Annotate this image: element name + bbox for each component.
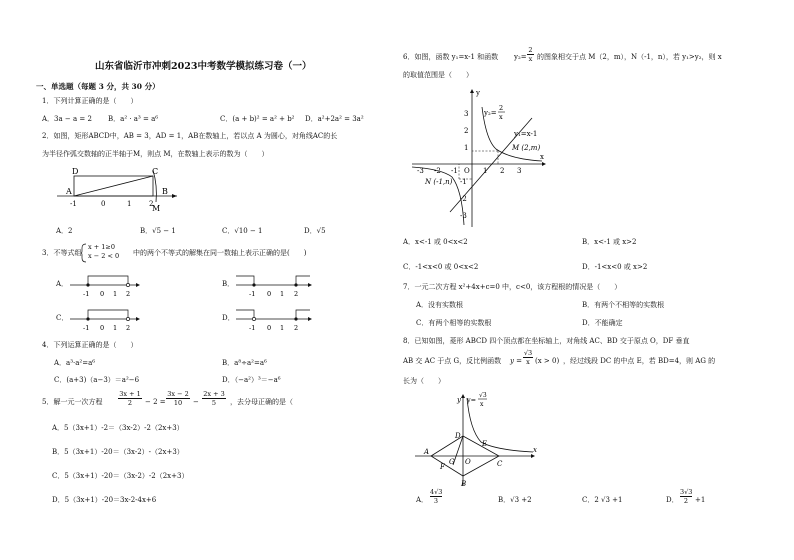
q4-option-a: A．a³·a²=a⁶	[54, 359, 96, 367]
q2-rectangle-figure	[52, 166, 182, 216]
q8-curve-label: y=	[467, 396, 477, 404]
q6-y-axis-label: y	[476, 89, 480, 97]
q6-x-tick-label: 3	[517, 167, 522, 175]
q5-option-b: B．5（3x+1）-20＝（3x-2）-（2x+3）	[52, 448, 184, 456]
q3-option-a: A．	[56, 280, 69, 288]
q6-y-tick-label: 3	[464, 110, 469, 118]
q6-x-tick-label: -1	[451, 167, 458, 175]
q3-tick-label: 2	[294, 324, 299, 332]
q5-fraction1-numerator: 3x + 1	[119, 390, 141, 398]
q3-inequality-1: x + 1≥0	[88, 243, 115, 251]
q6-fraction-numerator: 2	[528, 46, 533, 54]
q8-curve-fraction-numerator: √3	[479, 392, 487, 399]
q3-tick-label: -1	[83, 290, 90, 298]
q8-option-d-numerator: 3√3	[680, 488, 693, 496]
q6-x-tick-label: 1	[483, 167, 488, 175]
q8-domain-condition: (x > 0)	[535, 357, 560, 365]
q3-brace	[81, 243, 87, 263]
q5-stem-suffix: ，去分母正确的是（	[230, 398, 293, 406]
q6-curve-fraction-denominator: x	[499, 113, 503, 121]
q8-option-d-denominator: 2	[683, 497, 689, 505]
q7-option-b: B．有两个不相等的实数根	[582, 301, 665, 309]
q5-stem-prefix: 5．解一元一次方程	[42, 398, 103, 406]
q3-number: 3．不等式组	[42, 249, 82, 257]
q6-stem-line1a: 6．如图，函数 y₁=x-1 和函数	[403, 53, 499, 61]
q5-option-d: D．5（3x+1）-20＝3x-2-4x+6	[52, 496, 157, 504]
q8-y-axis-label: y	[457, 396, 461, 404]
q6-stem-line2: 的取值范围是（ ）	[403, 71, 473, 79]
q2-option-c: C．√10 − 1	[222, 227, 263, 235]
q1-option-b: B．a² · a³ = a⁶	[108, 115, 159, 123]
q2-tick-label: -1	[70, 200, 77, 208]
q5-option-c: C．5（3x+1）-20＝（3x-2）-2（2x+3）	[52, 472, 189, 480]
q6-x-tick-label: 2	[500, 167, 505, 175]
q8-option-a-denominator: 3	[433, 497, 439, 505]
q6-point-n-label: N (-1,n)	[425, 178, 453, 186]
q8-vertex-a: A	[424, 448, 430, 456]
q2-label-a: A	[66, 187, 72, 196]
q4-option-b: B．a⁸÷a²=a⁶	[222, 359, 267, 367]
q1-option-a: A．3a − a = 2	[42, 115, 92, 123]
q3-tick-label: 1	[113, 324, 118, 332]
q8-vertex-d: D	[455, 432, 461, 440]
q1-option-d: D．a²+2a² = 3a²	[305, 115, 364, 123]
q3-tick-label: 1	[113, 290, 118, 298]
q6-option-b: B．x<-1 或 x>2	[582, 238, 637, 246]
q8-rhombus-graph	[415, 390, 540, 488]
q8-fraction-numerator: √3	[523, 349, 533, 357]
q5-fraction2-denominator: 10	[173, 399, 183, 407]
q8-point-g: G	[449, 458, 455, 466]
section-heading: 一、单选题（每题 3 分，共 30 分）	[36, 82, 160, 91]
q2-option-b: B．√5 − 1	[140, 227, 176, 235]
q4-stem: 4．下列运算正确的是（ ）	[42, 341, 138, 349]
q3-tick-label: 0	[267, 324, 272, 332]
q8-option-a-label: A．	[416, 496, 429, 504]
q8-option-c: C．2 √3 +1	[582, 496, 623, 504]
q7-option-c: C．有两个相等的实数根	[416, 319, 492, 327]
q6-point-m-label: M (2,m)	[512, 144, 541, 152]
q5-fraction1-denominator: 2	[127, 399, 133, 407]
q2-label-m: M	[152, 204, 161, 213]
q3-tick-label: 1	[280, 290, 285, 298]
q6-y-tick-label: -2	[460, 195, 467, 203]
q3-tick-label: 1	[280, 324, 285, 332]
q8-origin: O	[465, 458, 471, 466]
q2-tick-label: 1	[127, 200, 132, 208]
q2-stem-line2: 为半径作弧交数轴的正半轴于M，则点 M，在数轴上表示的数为（ ）	[42, 150, 269, 158]
q5-fraction3-numerator: 2x + 3	[203, 390, 225, 398]
q6-x-tick-label: -3	[417, 167, 424, 175]
q3-number-line-b	[236, 270, 314, 300]
q8-option-b: B．√3 +2	[498, 496, 532, 504]
q2-tick-label: 0	[101, 200, 106, 208]
q6-curve-fraction-numerator: 2	[499, 104, 504, 112]
q5-fraction2-numerator: 3x − 2	[167, 390, 189, 398]
q3-tick-label: -1	[83, 324, 90, 332]
q6-function-label: y₂=	[514, 53, 527, 61]
q6-option-d: D．-1<x<0 或 x>2	[582, 263, 648, 271]
q3-option-b: B．	[222, 280, 235, 288]
q8-stem-line2: AB 交 AC 于点 G，反比例函数	[403, 357, 502, 365]
q7-option-d: D．不能确定	[582, 319, 623, 327]
q7-stem: 7．一元二次方程 x²+4x+c=0 中，c<0，该方程根的情况是（ ）	[403, 283, 622, 291]
q8-x-axis-label: x	[533, 446, 537, 454]
q8-stem-line2b: ，经过线段 DC 的中点 E，若 BD=4，则 AG 的	[563, 357, 716, 365]
q2-label-b: B	[162, 187, 168, 196]
q1-option-c: C．(a + b)² = a² + b²	[220, 115, 295, 123]
q3-tick-label: 2	[294, 290, 299, 298]
q8-option-a-numerator: 4√3	[430, 488, 443, 496]
q2-option-d: D．√5	[304, 227, 326, 235]
q6-origin-label: O	[464, 167, 470, 175]
q1-stem: 1．下列计算正确的是（ ）	[42, 97, 138, 105]
q3-tick-label: 2	[126, 290, 131, 298]
q2-option-a: A．2	[56, 227, 73, 235]
q6-option-a: A．x<-1 或 0<x<2	[403, 238, 468, 246]
q6-function-graph	[412, 85, 552, 230]
q8-option-d-suffix: +1	[695, 496, 706, 504]
q3-option-d: D．	[222, 314, 235, 322]
q3-tick-label: 0	[267, 290, 272, 298]
q6-option-c: C．-1<x<0 或 0<x<2	[403, 263, 479, 271]
q5-operator: − 2 =	[145, 398, 166, 406]
q3-tick-label: 2	[126, 324, 131, 332]
q5-option-a: A．5（3x+1）-2＝（3x-2）-2（2x+3）	[52, 424, 184, 432]
q8-vertex-c: C	[497, 460, 503, 468]
q6-x-axis-label: x	[540, 153, 544, 161]
q6-curve-label: y₂=	[484, 109, 497, 117]
q8-point-e: E	[482, 440, 488, 448]
q2-stem-line1: 2．如图，矩形ABCD中，AB = 3，AD = 1，AB在数轴上，若以点 A 为圆心，对角线AC的长	[42, 132, 338, 140]
q8-vertex-b: B	[461, 480, 467, 488]
q8-stem-line1: 8．已知如图，菱形 ABCD 四个顶点都在坐标轴上，对角线 AC、BD 交于原点 O，DF 垂直	[403, 337, 690, 345]
q3-number-line-c	[70, 304, 142, 334]
q8-point-f: F	[440, 463, 445, 471]
q8-curve-fraction-denominator: x	[480, 401, 484, 408]
q6-y-tick-label: 2	[464, 127, 469, 135]
q2-tick-label: 2	[149, 200, 154, 208]
q3-inequality-2: x − 2 < 0	[88, 252, 120, 260]
q6-y-tick-label: 1	[464, 144, 469, 152]
q8-stem-line3: 长为（ ）	[403, 377, 445, 385]
page-title: 山东省临沂市冲刺2023中考数学模拟练习卷（一）	[95, 61, 312, 72]
q3-tick-label: -1	[249, 290, 256, 298]
q2-label-d: D	[72, 167, 79, 176]
q3-option-c: C．	[56, 314, 69, 322]
q3-stem: 中的两个不等式的解集在同一数轴上表示正确的是( )	[133, 249, 307, 257]
q5-fraction3-denominator: 5	[211, 399, 217, 407]
q6-y-tick-label: -3	[460, 212, 467, 220]
q2-label-c: C	[152, 167, 159, 176]
q7-option-a: A．没有实数根	[416, 301, 464, 309]
q4-option-d: D．（−a²）³＝−a⁶	[222, 376, 281, 384]
q6-x-tick-label: -2	[434, 167, 441, 175]
q3-number-line-d	[236, 304, 314, 334]
q6-fraction-denominator: x	[528, 55, 533, 63]
q3-tick-label: -1	[249, 324, 256, 332]
q3-tick-label: 0	[100, 324, 105, 332]
q8-fraction-denominator: x	[526, 358, 530, 366]
q3-number-line-a	[70, 270, 142, 300]
q5-operator: −	[193, 398, 199, 406]
q3-tick-label: 0	[100, 290, 105, 298]
q6-stem-line1b: 的图象相交于点 M（2，m），N（-1，n），若 y₁>y₂，则 x	[537, 53, 722, 61]
q8-function-label: y =	[510, 357, 523, 365]
q4-option-c: C．(a+3)（a−3）＝a²−6	[54, 376, 140, 384]
q6-y-tick-label: -1	[460, 178, 467, 186]
q8-option-d-label: D．	[666, 496, 679, 504]
q6-line-label: y₁=x-1	[514, 130, 538, 138]
